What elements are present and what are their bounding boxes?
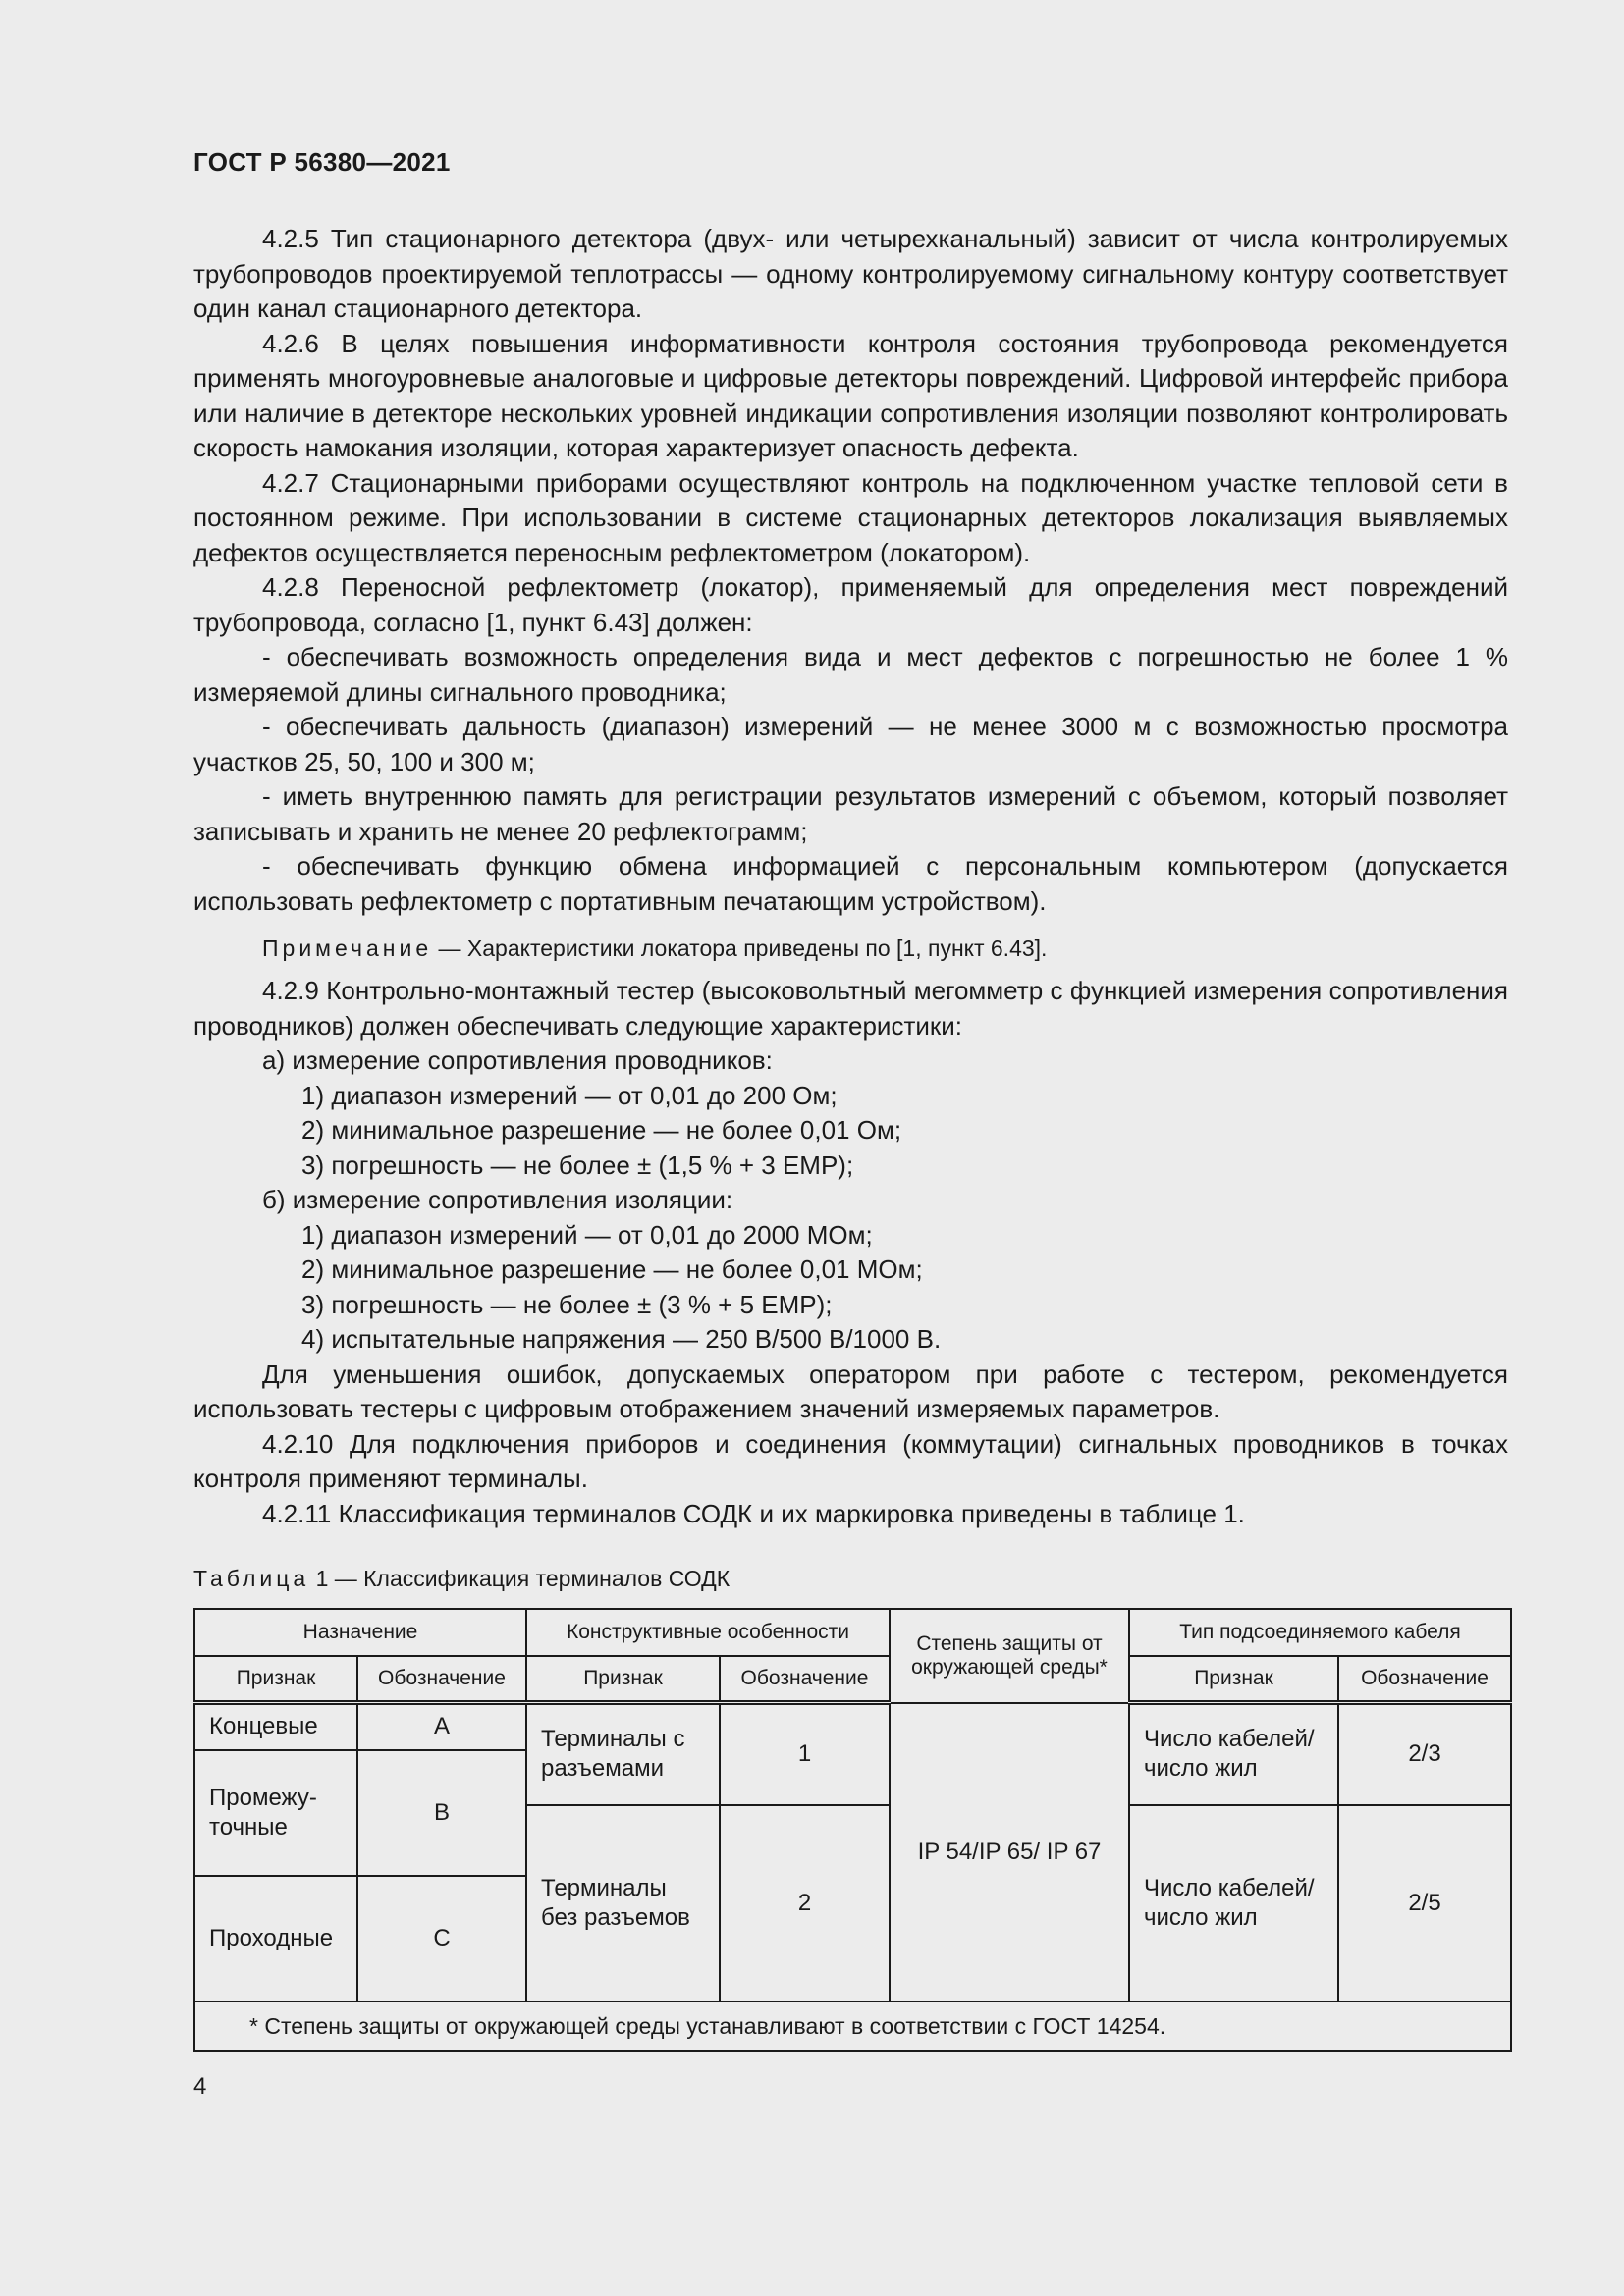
design-code-cell: 1 (720, 1703, 890, 1805)
list-item: - обеспечивать функцию обмена информацией с персональным компьютером (допускается использовать рефлектометр с портативным печатающим устройством). (193, 851, 1508, 916)
list-item: 2) минимальное разрешение — не более 0,01 МОм; (301, 1255, 923, 1284)
note (262, 933, 1508, 964)
paragraph-4-2-9: 4.2.9 Контрольно-монтажный тестер (высоковольтный мегомметр с функцией измерения сопротивления проводников) должен обеспечивать следующие характеристики: (193, 976, 1508, 1041)
paragraph-4-2-6: 4.2.6 В целях повышения информативности контроля состояния трубопровода рекомендуется применять многоуровневые аналоговые и цифровые детекторы повреждений. Цифровой интерфейс прибора или наличие в детекторе нескольких уровней индикации сопротивления изоляции позволяют контролировать скорость намокания изоляции, которая характеризует опасность дефекта. (193, 328, 1508, 462)
table-footnote: * Степень защиты от окружающей среды устанавливают в соответствии с ГОСТ 14254. (194, 2002, 1511, 2051)
subheader-sign: Признак (1129, 1656, 1338, 1703)
note-text: — Характеристики локатора приведены по [1, пункт 6.43]. (432, 935, 1048, 961)
subitem-b: б) измерение сопротивления изоляции: (262, 1185, 733, 1214)
list-item: 1) диапазон измерений — от 0,01 до 200 Ом; (301, 1080, 838, 1110)
list-item: - обеспечивать дальность (диапазон) измерений — не менее 3000 м с возможностью просмотра участков 25, 50, 100 и 300 м; (193, 712, 1508, 776)
purpose-code-cell: B (357, 1750, 526, 1876)
header-design: Конструктивные особенности (526, 1609, 890, 1656)
subheader-sign: Признак (526, 1656, 720, 1703)
cable-code-cell: 2/5 (1338, 1805, 1511, 2002)
paragraph-4-2-10: 4.2.10 Для подключения приборов и соединения (коммутации) сигнальных проводников в точках контроля применяют терминалы. (193, 1428, 1508, 1493)
paragraph-4-2-5: 4.2.5 Тип стационарного детектора (двух- или четырехканальный) зависит от числа контролируемых трубопроводов проектируемой теплотрассы — одному контролируемому сигнальному контуру соответствует один канал стационарного детектора. (193, 224, 1508, 323)
purpose-sign-cell: Проходные (194, 1876, 357, 2002)
table-caption-text: 1 — Классификация терминалов СОДК (309, 1566, 731, 1591)
paragraph-4-2-8: 4.2.8 Переносной рефлектометр (локатор), применяемый для определения мест повреждений трубопровода, согласно [1, пункт 6.43] должен: (193, 572, 1508, 637)
subheader-designation: Обозначение (720, 1656, 890, 1703)
table-caption (193, 1566, 730, 1592)
list-item: - обеспечивать возможность определения вида и мест дефектов с погрешностью не более 1 % измеряемой длины сигнального проводника; (193, 642, 1508, 707)
subheader-sign: Признак (194, 1656, 357, 1703)
cable-sign-cell: Число кабелей/ число жил (1129, 1805, 1338, 2002)
page-number: 4 (193, 2073, 207, 2100)
header-protection: Степень защиты от окружающей среды* (890, 1609, 1129, 1703)
header-purpose: Назначение (194, 1609, 526, 1656)
table-header-row (194, 1609, 1511, 1656)
document-code-header: ГОСТ Р 56380—2021 (193, 147, 451, 177)
design-sign-cell: Терминалы с разъемами (526, 1703, 720, 1805)
table-row (194, 1703, 1511, 1750)
list-item: 4) испытательные напряжения — 250 В/500 В/1000 В. (301, 1324, 942, 1354)
subitem-a: а) измерение сопротивления проводников: (262, 1045, 773, 1075)
list-item: 3) погрешность — не более ± (1,5 % + 3 ЕМР); (301, 1149, 854, 1180)
design-code-cell: 2 (720, 1805, 890, 2002)
terminals-classification-table (193, 1608, 1512, 2052)
cable-sign-cell: Число кабелей/ число жил (1129, 1703, 1338, 1805)
list-item: 3) погрешность — не более ± (3 % + 5 ЕМР); (301, 1289, 833, 1319)
paragraph-4-2-11: 4.2.11 Классификация терминалов СОДК и их маркировка приведены в таблице 1. (262, 1498, 1245, 1528)
list-item: 1) диапазон измерений — от 0,01 до 2000 МОм; (301, 1219, 873, 1250)
protection-value-cell: IP 54/IP 65/ IP 67 (890, 1703, 1129, 2002)
table-caption-label: Таблица (193, 1566, 310, 1591)
purpose-sign-cell: Концевые (194, 1703, 357, 1750)
paragraph-4-2-7: 4.2.7 Стационарными приборами осуществляют контроль на подключенном участке тепловой сети в постоянном режиме. При использовании в системе стационарных детекторов локализация выявляемых дефектов осуществляется переносным рефлектометром (локатором). (193, 467, 1508, 567)
table-subheader-row (194, 1656, 1511, 1703)
purpose-code-cell: A (357, 1703, 526, 1750)
purpose-code-cell: C (357, 1876, 526, 2002)
header-cable: Тип подсоединяемого кабеля (1129, 1609, 1511, 1656)
note-label: Примечание (262, 935, 433, 961)
table-footnote-row (194, 2002, 1511, 2051)
subheader-designation: Обозначение (357, 1656, 526, 1703)
design-sign-cell: Терминалы без разъемов (526, 1805, 720, 2002)
list-item: 2) минимальное разрешение — не более 0,01 Ом; (301, 1115, 902, 1145)
cable-code-cell: 2/3 (1338, 1703, 1511, 1805)
document-body (193, 222, 1508, 1531)
subheader-designation: Обозначение (1338, 1656, 1511, 1703)
purpose-sign-cell: Промежу-точные (194, 1750, 357, 1876)
paragraph-4-2-9-tail: Для уменьшения ошибок, допускаемых оператором при работе с тестером, рекомендуется использовать тестеры с цифровым отображением значений измеряемых параметров. (193, 1359, 1508, 1423)
list-item: - иметь внутреннюю память для регистрации результатов измерений с объемом, который позволяет записывать и хранить не менее 20 рефлектограмм; (193, 781, 1508, 846)
